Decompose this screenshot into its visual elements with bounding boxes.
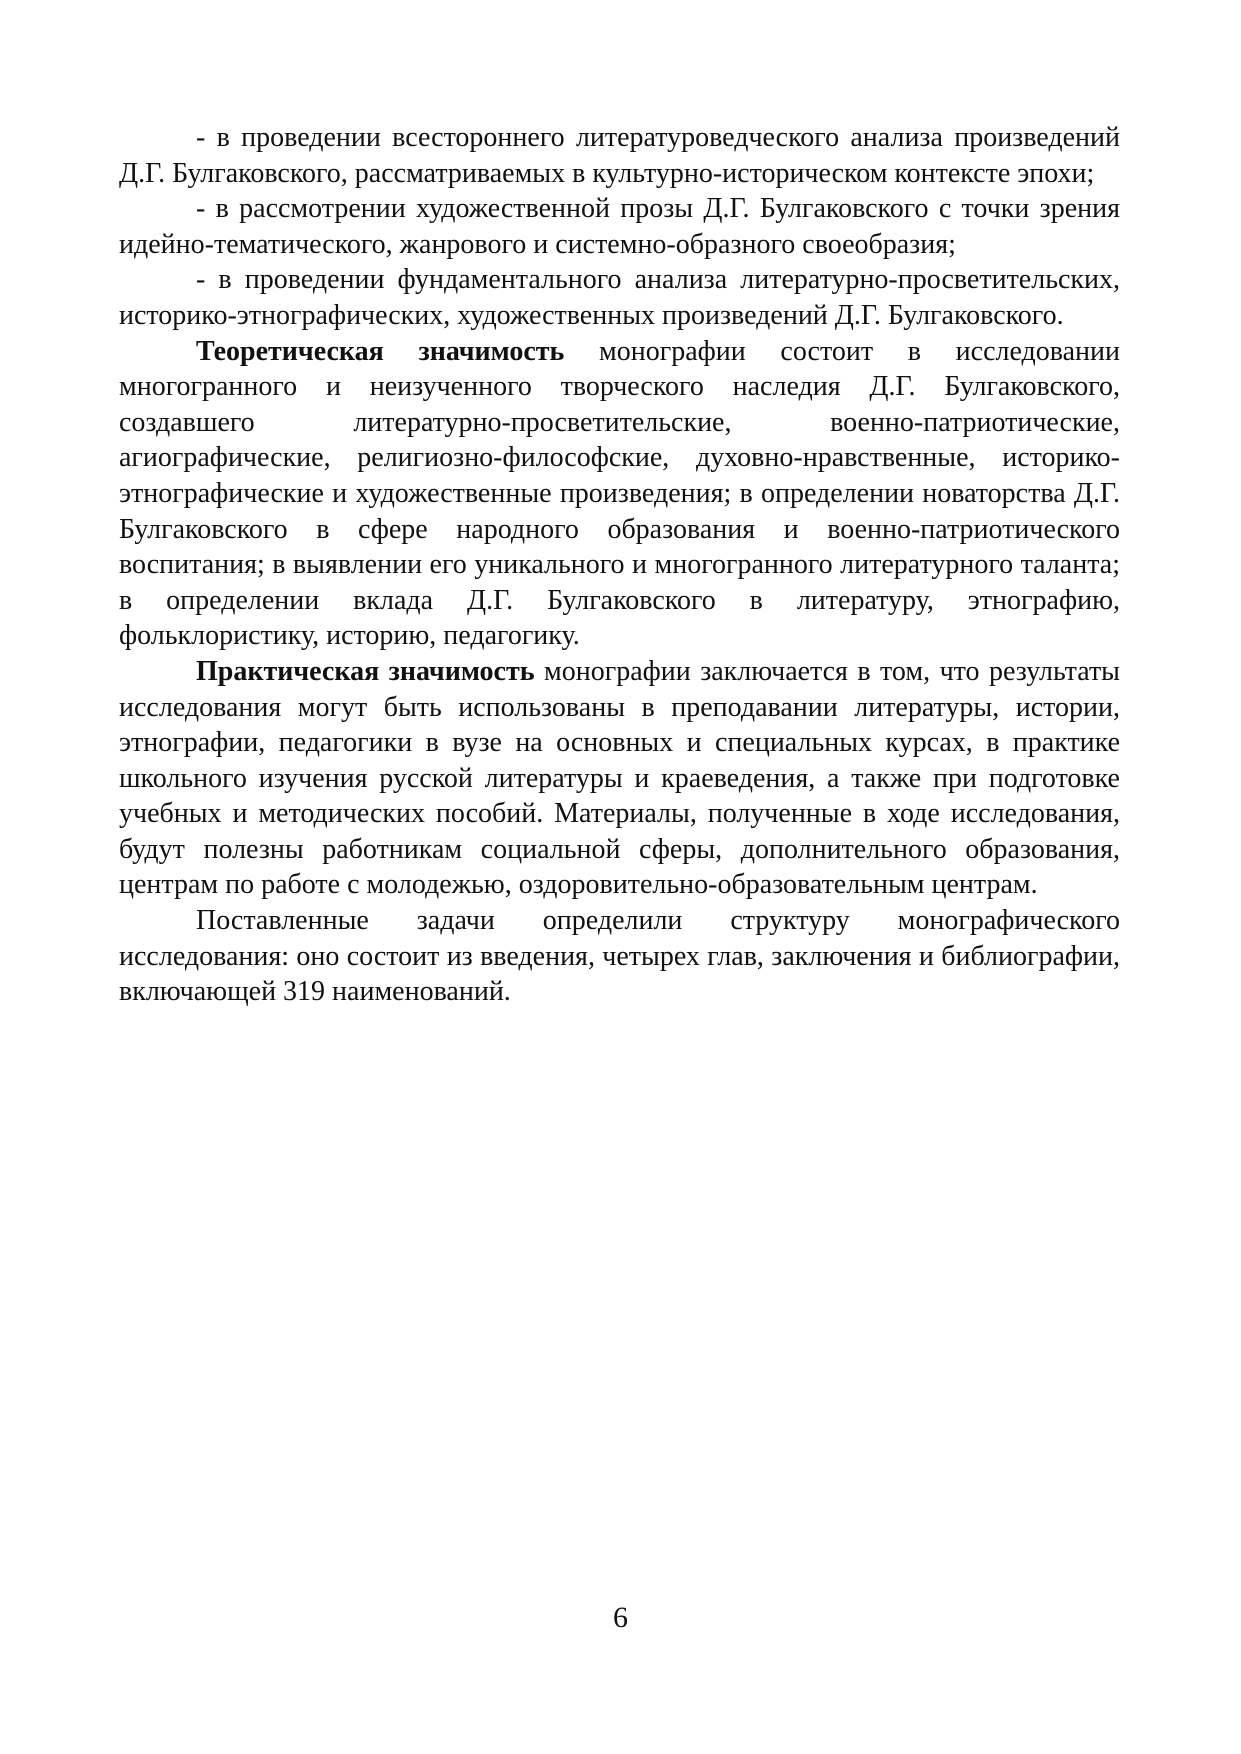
list-item-prose: - в рассмотрении художественной прозы Д.Г. Булгаковского с точки зрения идейно-тематического, жанрового и системно-образного своеобразия; (119, 193, 1120, 260)
theoretical-significance-paragraph (119, 334, 1120, 654)
practical-significance-text: монографии заключается в том, что результаты исследования могут быть использованы в преподавании литературы, истории, этнографии, педагогики в вузе на основных и специальных курсах, в практике школьного изучения русской литературы и краеведения, а также при подготовке учебных и методических пособий. Материалы, полученные в ходе исследования, будут полезны работникам социальной сферы, дополнительного образования, центрам по работе с молодежью, оздоровительно-образовательным центрам. (119, 655, 1120, 901)
practical-significance-paragraph (119, 654, 1120, 903)
page-number: 6 (613, 1601, 628, 1634)
theoretical-significance-text: монографии состоит в исследовании многогранного и неизученного творческого наследия Д.Г. Булгаковского, создавшего литературно-просветительские, военно-патриотические, агиографические, религиозно-философские, духовно-нравственные, историко-этнографические и художественные произведения; в определении новаторства Д.Г. Булгаковского в сфере народного образования и военно-патриотического воспитания; в выявлении его уникального и многогранного литературного таланта; в определении вклада Д.Г. Булгаковского в литературу, этнографию, фольклористику, историю, педагогику. (119, 335, 1121, 652)
list-item-fundamental: - в проведении фундаментального анализа литературно-просветительских, историко-этнографических, художественных произведений Д.Г. Булгаковского. (119, 264, 1120, 331)
page-body (119, 120, 1120, 1010)
practical-significance-heading: Практическая значимость (196, 655, 535, 687)
theoretical-significance-heading: Теоретическая значимость (196, 335, 565, 367)
structure-paragraph: Поставленные задачи определили структуру монографического исследования: оно состоит из введения, четырех глав, заключения и библиографии, включающей 319 наименований. (119, 905, 1120, 1008)
list-item-analysis: - в проведении всестороннего литературоведческого анализа произведений Д.Г. Булгаковского, рассматриваемых в культурно-историческом контексте эпохи; (119, 122, 1120, 189)
